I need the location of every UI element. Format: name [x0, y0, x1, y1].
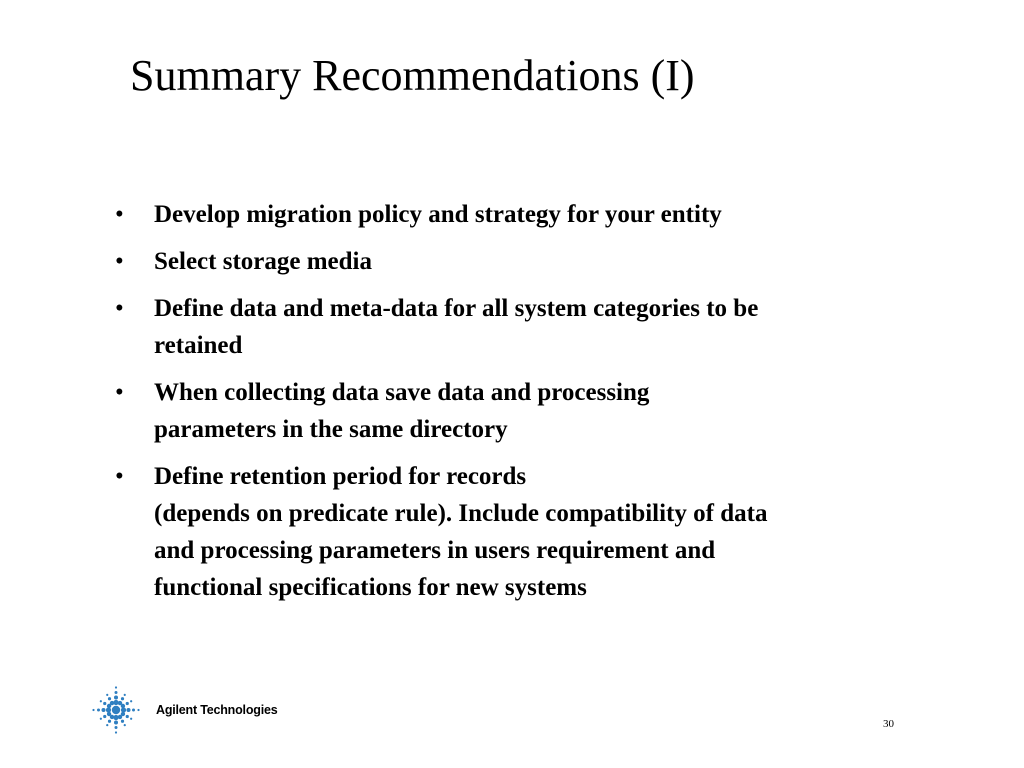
bullet-line: Select storage media [154, 248, 372, 275]
bullet-item [112, 374, 932, 448]
bullet-line: Develop migration policy and strategy for your entity [154, 201, 722, 228]
bullet-item [112, 458, 932, 606]
bullet-line: When collecting data save data and processing [154, 379, 650, 406]
bullet-text [154, 458, 932, 606]
bullet-line: parameters in the same directory [154, 416, 508, 443]
bullet-line: functional specifications for new systems [154, 574, 587, 601]
bullet-marker: • [115, 463, 124, 490]
page-number: 30 [883, 718, 894, 730]
bullet-line: Define retention period for records [154, 463, 527, 490]
bullet-marker: • [115, 295, 124, 322]
bullet-marker: • [115, 201, 124, 228]
bullet-line: (depends on predicate rule). Include compatibility of data [154, 500, 768, 527]
bullet-text [154, 243, 932, 280]
bullet-item [112, 243, 932, 280]
bullet-line: retained [154, 332, 243, 359]
bullet-text [154, 374, 932, 448]
bullet-item [112, 290, 932, 364]
bullet-text [154, 196, 932, 233]
slide-title: Summary Recommendations (I) [130, 51, 695, 100]
bullet-item [112, 196, 932, 233]
bullet-text [154, 290, 932, 364]
agilent-spark-icon [88, 682, 144, 738]
company-name: Agilent Technologies [156, 703, 278, 717]
bullet-list [112, 196, 932, 616]
bullet-line: Define data and meta-data for all system categories to be [154, 295, 759, 322]
company-logo [88, 682, 277, 738]
bullet-line: and processing parameters in users requirement and [154, 537, 716, 564]
bullet-marker: • [115, 248, 124, 275]
bullet-marker: • [115, 379, 124, 406]
